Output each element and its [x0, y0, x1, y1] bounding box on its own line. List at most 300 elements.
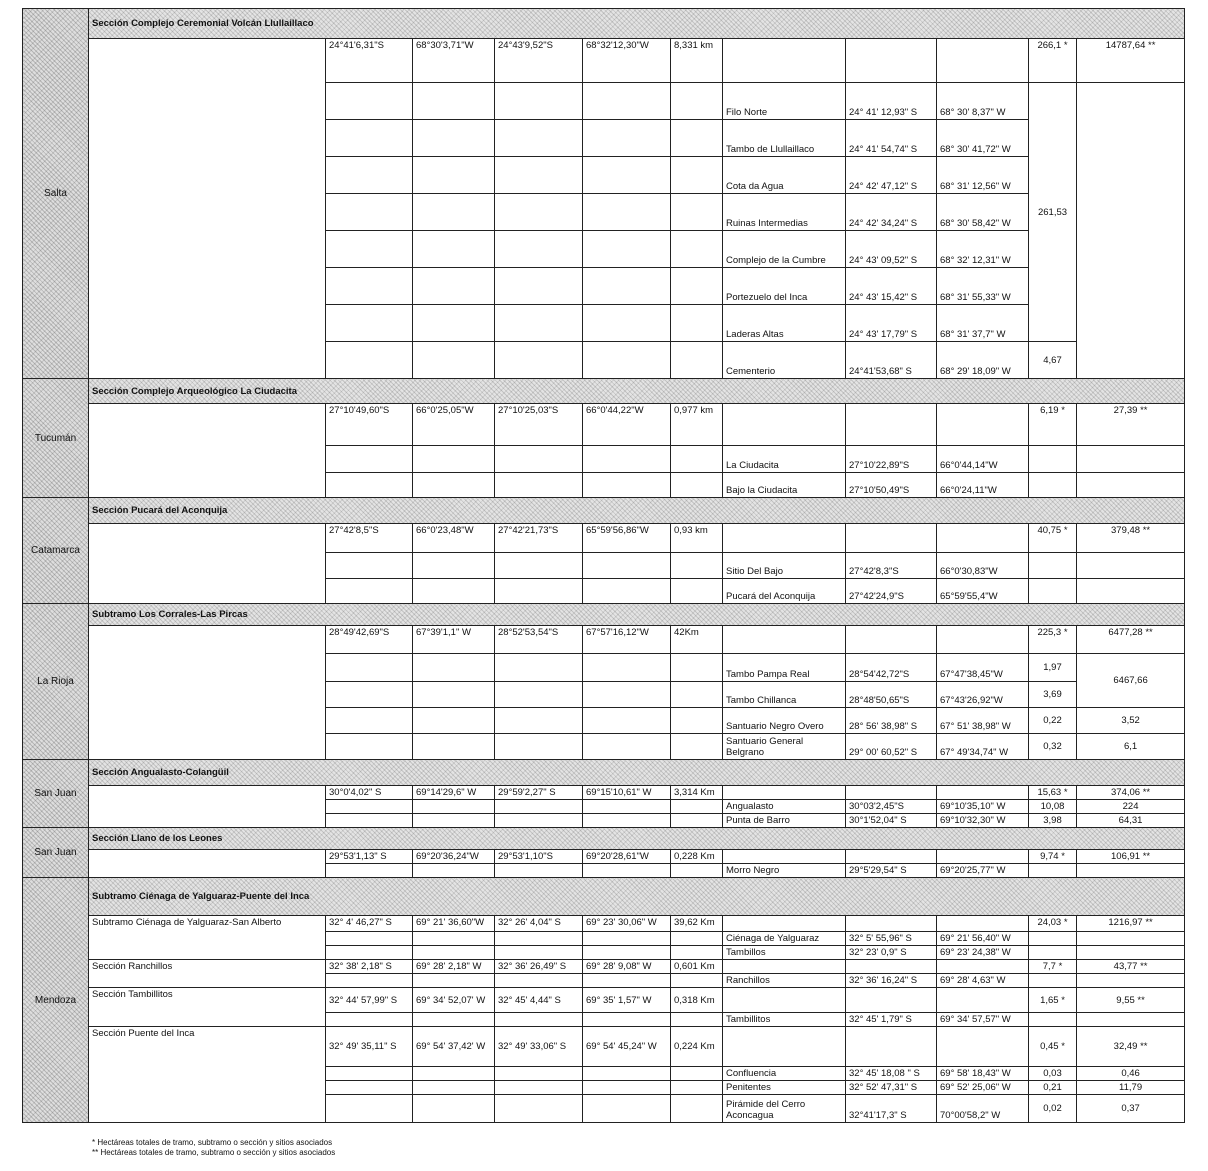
table-cell: [326, 305, 413, 342]
table-cell: [1029, 864, 1077, 878]
site-lon-cell: 69°10'32,30" W: [937, 814, 1029, 828]
table-cell: [723, 786, 846, 800]
start-lat-cell: 32° 38' 2,18" S: [326, 960, 413, 974]
site-lon-cell: 68° 30' 41,72" W: [937, 120, 1029, 157]
site-lat-cell: 32° 45' 1,79" S: [846, 1013, 937, 1027]
table-row: [23, 404, 1185, 446]
hectares-total-cell: 32,49 **: [1077, 1027, 1185, 1067]
site-lat-cell: 27°42'24,9"S: [846, 579, 937, 604]
table-cell: [413, 1067, 495, 1081]
table-cell: [937, 850, 1029, 864]
end-lat-cell: 28°52'53,54"S: [495, 626, 583, 654]
table-cell: [583, 446, 671, 473]
hectares-cell: 0,45 *: [1029, 1027, 1077, 1067]
site-lat-cell: 27°10'50,49"S: [846, 473, 937, 498]
end-lon-cell: 69° 28' 9,08" W: [583, 960, 671, 974]
site-hectares-total-cell: 0,37: [1077, 1095, 1185, 1123]
end-lon-cell: 69° 35' 1,57" W: [583, 988, 671, 1013]
site-lat-cell: 32° 52' 47,31" S: [846, 1081, 937, 1095]
end-lat-cell: 29°59'2,27" S: [495, 786, 583, 800]
end-lon-cell: 69°20'28,61"W: [583, 850, 671, 864]
site-hectares-total-cell: 6467,66: [1077, 654, 1185, 708]
site-hectares-total-cell: 224: [1077, 800, 1185, 814]
table-cell: [671, 734, 723, 760]
table-cell: [671, 708, 723, 734]
table-cell: [495, 814, 583, 828]
site-hectares-total-cell: 0,46: [1077, 1067, 1185, 1081]
table-row: [23, 524, 1185, 553]
table-cell: [495, 83, 583, 120]
table-cell: [413, 654, 495, 682]
table-cell: [671, 974, 723, 988]
table-cell: [326, 231, 413, 268]
table-cell: [326, 473, 413, 498]
site-lat-cell: 24° 42' 47,12" S: [846, 157, 937, 194]
table-cell: [723, 404, 846, 446]
table-cell: [583, 553, 671, 579]
site-lat-cell: 24° 41' 12,93" S: [846, 83, 937, 120]
hectares-total-cell: 14787,64 **: [1077, 39, 1185, 83]
table-cell: [583, 734, 671, 760]
table-cell: [413, 932, 495, 946]
table-cell: [671, 157, 723, 194]
table-cell: [583, 305, 671, 342]
site-name-cell: Bajo la Ciudacita: [723, 473, 846, 498]
start-lon-cell: 69° 21' 36,60"W: [413, 916, 495, 932]
site-name-cell: Santuario Negro Overo: [723, 708, 846, 734]
province-cell: Salta: [23, 9, 89, 379]
site-hectares-total-cell: 64,31: [1077, 814, 1185, 828]
table-cell: [326, 800, 413, 814]
site-name-cell: Tambo Pampa Real: [723, 654, 846, 682]
site-hectares-cell: 261,53: [1029, 83, 1077, 342]
site-name-cell: Cota da Agua: [723, 157, 846, 194]
end-lon-cell: 67°57'16,12"W: [583, 626, 671, 654]
hectares-total-cell: 1216,97 **: [1077, 916, 1185, 932]
site-lon-cell: 69° 34' 57,57" W: [937, 1013, 1029, 1027]
site-hectares-cell: 0,21: [1029, 1081, 1077, 1095]
table-cell: [846, 988, 937, 1013]
end-lat-cell: 32° 36' 26,49" S: [495, 960, 583, 974]
table-cell: [495, 1095, 583, 1123]
table-cell: [326, 946, 413, 960]
table-cell: [1077, 1013, 1185, 1027]
site-name-cell: Morro Negro: [723, 864, 846, 878]
table-cell: [413, 268, 495, 305]
length-cell: 0,224 Km: [671, 1027, 723, 1067]
province-cell: La Rioja: [23, 604, 89, 760]
start-lat-cell: 32° 44' 57,99" S: [326, 988, 413, 1013]
table-cell: [1077, 446, 1185, 473]
table-cell: [583, 120, 671, 157]
site-name-cell: Filo Norte: [723, 83, 846, 120]
table-cell: [846, 524, 937, 553]
start-lat-cell: 27°42'8,5"S: [326, 524, 413, 553]
table-cell: [413, 1013, 495, 1027]
table-cell: [723, 960, 846, 974]
table-row: [23, 828, 1185, 850]
length-cell: 0,93 km: [671, 524, 723, 553]
section-header: Subtramo Ciénaga de Yalguaraz-Puente del Inca: [89, 878, 1185, 916]
table-cell: [1029, 932, 1077, 946]
subsection-name-cell: Sección Puente del Inca: [89, 1027, 326, 1123]
document-page: [22, 8, 1184, 1123]
province-cell: Tucumán: [23, 379, 89, 498]
table-cell: [1077, 83, 1185, 379]
table-cell: [495, 446, 583, 473]
table-cell: [583, 946, 671, 960]
start-lon-cell: 69° 54' 37,42' W: [413, 1027, 495, 1067]
site-lat-cell: 24° 43' 17,79" S: [846, 305, 937, 342]
table-cell: [89, 404, 326, 498]
table-cell: [495, 579, 583, 604]
site-hectares-cell: 0,22: [1029, 708, 1077, 734]
table-row: [23, 850, 1185, 864]
site-lon-cell: 69° 52' 25,06" W: [937, 1081, 1029, 1095]
site-lat-cell: 32°41'17,3" S: [846, 1095, 937, 1123]
table-cell: [583, 654, 671, 682]
table-cell: [583, 194, 671, 231]
table-cell: [495, 654, 583, 682]
table-row: [23, 960, 1185, 974]
start-lon-cell: 69°20'36,24"W: [413, 850, 495, 864]
end-lat-cell: 32° 49' 33,06" S: [495, 1027, 583, 1067]
table-cell: [495, 120, 583, 157]
province-cell: Mendoza: [23, 878, 89, 1123]
table-cell: [89, 524, 326, 604]
site-hectares-cell: 0,32: [1029, 734, 1077, 760]
table-cell: [937, 524, 1029, 553]
site-lat-cell: 28°54'42,72"S: [846, 654, 937, 682]
table-cell: [937, 404, 1029, 446]
table-cell: [1029, 974, 1077, 988]
table-cell: [937, 916, 1029, 932]
table-cell: [583, 579, 671, 604]
table-cell: [1029, 579, 1077, 604]
heritage-sites-table: [22, 8, 1185, 1123]
site-hectares-cell: 0,03: [1029, 1067, 1077, 1081]
table-cell: [495, 864, 583, 878]
site-name-cell: Ranchillos: [723, 974, 846, 988]
table-cell: [583, 157, 671, 194]
hectares-cell: 266,1 *: [1029, 39, 1077, 83]
table-cell: [413, 553, 495, 579]
site-lon-cell: 69°10'35,10" W: [937, 800, 1029, 814]
table-cell: [583, 1013, 671, 1027]
subsection-name-cell: Sección Ranchillos: [89, 960, 326, 988]
site-lat-cell: 29° 00' 60,52" S: [846, 734, 937, 760]
end-lon-cell: 69° 23' 30,06" W: [583, 916, 671, 932]
site-lat-cell: 32° 23' 0,9" S: [846, 946, 937, 960]
start-lon-cell: 69° 34' 52,07' W: [413, 988, 495, 1013]
subsection-name-cell: Subtramo Ciénaga de Yalguaraz-San Alberto: [89, 916, 326, 960]
table-cell: [413, 946, 495, 960]
table-cell: [326, 342, 413, 379]
table-cell: [413, 864, 495, 878]
end-lat-cell: 27°42'21,73"S: [495, 524, 583, 553]
section-header: Sección Complejo Ceremonial Volcán Llullaillaco: [89, 9, 1185, 39]
table-cell: [583, 231, 671, 268]
site-lon-cell: 69° 23' 24,38" W: [937, 946, 1029, 960]
table-row: [23, 379, 1185, 404]
table-cell: [723, 626, 846, 654]
province-cell: San Juan: [23, 828, 89, 878]
table-cell: [89, 626, 326, 760]
table-cell: [326, 734, 413, 760]
start-lat-cell: 24°41'6,31"S: [326, 39, 413, 83]
site-lon-cell: 67°43'26,92"W: [937, 682, 1029, 708]
site-lat-cell: 24° 43' 15,42" S: [846, 268, 937, 305]
table-cell: [1077, 932, 1185, 946]
site-lon-cell: 66°0'24,11"W: [937, 473, 1029, 498]
table-cell: [671, 932, 723, 946]
table-cell: [671, 654, 723, 682]
start-lon-cell: 69° 28' 2,18" W: [413, 960, 495, 974]
table-cell: [326, 579, 413, 604]
end-lon-cell: 69° 54' 45,24" W: [583, 1027, 671, 1067]
table-cell: [583, 814, 671, 828]
end-lat-cell: 24°43'9,52"S: [495, 39, 583, 83]
section-header: Sección Pucará del Aconquija: [89, 498, 1185, 524]
table-cell: [326, 120, 413, 157]
site-hectares-cell: 3,69: [1029, 682, 1077, 708]
site-lon-cell: 68° 31' 37,7" W: [937, 305, 1029, 342]
table-cell: [495, 1013, 583, 1027]
section-header: Subtramo Los Corrales-Las Pircas: [89, 604, 1185, 626]
site-lat-cell: 24° 42' 34,24" S: [846, 194, 937, 231]
table-cell: [495, 946, 583, 960]
table-cell: [495, 708, 583, 734]
table-cell: [671, 473, 723, 498]
start-lat-cell: 32° 4' 46,27" S: [326, 916, 413, 932]
table-cell: [89, 850, 326, 878]
table-cell: [495, 800, 583, 814]
site-lon-cell: 69° 58' 18,43" W: [937, 1067, 1029, 1081]
table-cell: [1029, 1013, 1077, 1027]
table-cell: [583, 473, 671, 498]
table-cell: [495, 734, 583, 760]
site-name-cell: Pirámide del Cerro Aconcagua: [723, 1095, 846, 1123]
site-lon-cell: 66°0'30,83"W: [937, 553, 1029, 579]
footnotes: [92, 1138, 335, 1158]
site-lon-cell: 68° 30' 58,42" W: [937, 194, 1029, 231]
length-cell: 0,228 Km: [671, 850, 723, 864]
table-cell: [326, 932, 413, 946]
table-cell: [1077, 864, 1185, 878]
end-lon-cell: 65°59'56,86"W: [583, 524, 671, 553]
section-header: Sección Llano de los Leones: [89, 828, 1185, 850]
section-header: Sección Angualasto-Colangüil: [89, 760, 1185, 786]
table-cell: [413, 814, 495, 828]
site-name-cell: Sitio Del Bajo: [723, 553, 846, 579]
table-cell: [495, 157, 583, 194]
table-cell: [495, 553, 583, 579]
start-lat-cell: 32° 49' 35,11" S: [326, 1027, 413, 1067]
site-hectares-total-cell: 3,52: [1077, 708, 1185, 734]
end-lon-cell: 66°0'44,22"W: [583, 404, 671, 446]
site-lon-cell: 68° 32' 12,31" W: [937, 231, 1029, 268]
site-lon-cell: 67° 49'34,74" W: [937, 734, 1029, 760]
table-cell: [326, 864, 413, 878]
length-cell: 39,62 Km: [671, 916, 723, 932]
table-cell: [413, 473, 495, 498]
footnote-2: ** Hectáreas totales de tramo, subtramo o sección y sitios asociados: [92, 1148, 336, 1157]
site-lat-cell: 30°03'2,45"S: [846, 800, 937, 814]
table-cell: [326, 1081, 413, 1095]
table-cell: [723, 988, 846, 1013]
site-lon-cell: 68° 31' 55,33" W: [937, 268, 1029, 305]
table-cell: [846, 39, 937, 83]
table-cell: [495, 1067, 583, 1081]
table-cell: [671, 194, 723, 231]
table-cell: [1029, 446, 1077, 473]
table-row: [23, 604, 1185, 626]
table-cell: [495, 1081, 583, 1095]
table-cell: [326, 83, 413, 120]
start-lat-cell: 30°0'4,02" S: [326, 786, 413, 800]
table-cell: [1029, 553, 1077, 579]
site-name-cell: Tambillos: [723, 946, 846, 960]
length-cell: 0,318 Km: [671, 988, 723, 1013]
table-cell: [326, 268, 413, 305]
table-row: [23, 878, 1185, 916]
table-cell: [846, 404, 937, 446]
table-cell: [846, 850, 937, 864]
table-cell: [937, 786, 1029, 800]
table-cell: [413, 708, 495, 734]
site-name-cell: Ruinas Intermedias: [723, 194, 846, 231]
province-cell: San Juan: [23, 760, 89, 828]
site-lon-cell: 67°47'38,45"W: [937, 654, 1029, 682]
start-lon-cell: 66°0'23,48"W: [413, 524, 495, 553]
hectares-total-cell: 106,91 **: [1077, 850, 1185, 864]
site-lon-cell: 68° 29' 18,09" W: [937, 342, 1029, 379]
table-cell: [937, 1027, 1029, 1067]
table-cell: [495, 342, 583, 379]
table-cell: [1077, 553, 1185, 579]
site-name-cell: Punta de Barro: [723, 814, 846, 828]
table-cell: [671, 1095, 723, 1123]
hectares-cell: 7,7 *: [1029, 960, 1077, 974]
table-cell: [583, 1081, 671, 1095]
table-cell: [495, 231, 583, 268]
table-cell: [846, 1027, 937, 1067]
table-row: [23, 916, 1185, 932]
site-name-cell: Tambo Chillanca: [723, 682, 846, 708]
table-row: [23, 760, 1185, 786]
hectares-cell: 225,3 *: [1029, 626, 1077, 654]
table-cell: [326, 682, 413, 708]
table-row: [23, 626, 1185, 654]
table-row: [23, 988, 1185, 1013]
site-lat-cell: 27°42'8,3"S: [846, 553, 937, 579]
site-lat-cell: 27°10'22,89"S: [846, 446, 937, 473]
table-cell: [1077, 974, 1185, 988]
site-lon-cell: 68° 30' 8,37" W: [937, 83, 1029, 120]
table-row: [23, 1027, 1185, 1067]
table-cell: [583, 342, 671, 379]
site-hectares-cell: 1,97: [1029, 654, 1077, 682]
table-cell: [846, 786, 937, 800]
site-lat-cell: 28° 56' 38,98" S: [846, 708, 937, 734]
site-name-cell: Confluencia: [723, 1067, 846, 1081]
hectares-total-cell: 27,39 **: [1077, 404, 1185, 446]
footnote-1: * Hectáreas totales de tramo, subtramo o sección y sitios asociados: [92, 1138, 333, 1147]
site-lat-cell: 32° 5' 55,96" S: [846, 932, 937, 946]
site-lon-cell: 67° 51' 38,98" W: [937, 708, 1029, 734]
site-lat-cell: 24°41'53,68" S: [846, 342, 937, 379]
hectares-cell: 15,63 *: [1029, 786, 1077, 800]
site-hectares-total-cell: 11,79: [1077, 1081, 1185, 1095]
table-cell: [413, 579, 495, 604]
table-cell: [583, 1067, 671, 1081]
site-hectares-cell: 3,98: [1029, 814, 1077, 828]
table-cell: [413, 734, 495, 760]
table-cell: [413, 305, 495, 342]
table-cell: [937, 626, 1029, 654]
table-cell: [583, 864, 671, 878]
start-lon-cell: 67°39'1,1" W: [413, 626, 495, 654]
length-cell: 3,314 Km: [671, 786, 723, 800]
end-lat-cell: 32° 26' 4,04" S: [495, 916, 583, 932]
table-cell: [723, 39, 846, 83]
site-lon-cell: 69°20'25,77" W: [937, 864, 1029, 878]
start-lon-cell: 66°0'25,05"W: [413, 404, 495, 446]
end-lat-cell: 32° 45' 4,44" S: [495, 988, 583, 1013]
site-name-cell: Cementerio: [723, 342, 846, 379]
table-cell: [495, 932, 583, 946]
table-cell: [413, 682, 495, 708]
site-name-cell: Complejo de la Cumbre: [723, 231, 846, 268]
site-lon-cell: 70°00'58,2" W: [937, 1095, 1029, 1123]
site-lat-cell: 28°48'50,65"S: [846, 682, 937, 708]
table-cell: [326, 157, 413, 194]
end-lon-cell: 69°15'10,61" W: [583, 786, 671, 800]
site-lon-cell: 69° 28' 4,63" W: [937, 974, 1029, 988]
table-cell: [671, 1067, 723, 1081]
province-cell: Catamarca: [23, 498, 89, 604]
site-lon-cell: 65°59'55,4"W: [937, 579, 1029, 604]
site-name-cell: Laderas Altas: [723, 305, 846, 342]
table-cell: [413, 83, 495, 120]
table-cell: [495, 194, 583, 231]
site-name-cell: Tambillitos: [723, 1013, 846, 1027]
end-lon-cell: 68°32'12,30"W: [583, 39, 671, 83]
table-cell: [723, 1027, 846, 1067]
hectares-cell: 6,19 *: [1029, 404, 1077, 446]
table-cell: [671, 83, 723, 120]
site-hectares-cell: 10,08: [1029, 800, 1077, 814]
table-cell: [413, 157, 495, 194]
site-lat-cell: 29°5'29,54" S: [846, 864, 937, 878]
start-lon-cell: 69°14'29,6" W: [413, 786, 495, 800]
table-cell: [671, 579, 723, 604]
site-name-cell: Penitentes: [723, 1081, 846, 1095]
table-cell: [671, 305, 723, 342]
site-lon-cell: 69° 21' 56,40" W: [937, 932, 1029, 946]
table-cell: [326, 708, 413, 734]
table-cell: [413, 446, 495, 473]
site-name-cell: Santuario General Belgrano: [723, 734, 846, 760]
table-cell: [671, 682, 723, 708]
table-cell: [671, 946, 723, 960]
table-cell: [846, 626, 937, 654]
table-cell: [413, 800, 495, 814]
site-lat-cell: 30°1'52,04" S: [846, 814, 937, 828]
table-cell: [1077, 579, 1185, 604]
site-hectares-total-cell: 6,1: [1077, 734, 1185, 760]
table-cell: [89, 39, 326, 379]
